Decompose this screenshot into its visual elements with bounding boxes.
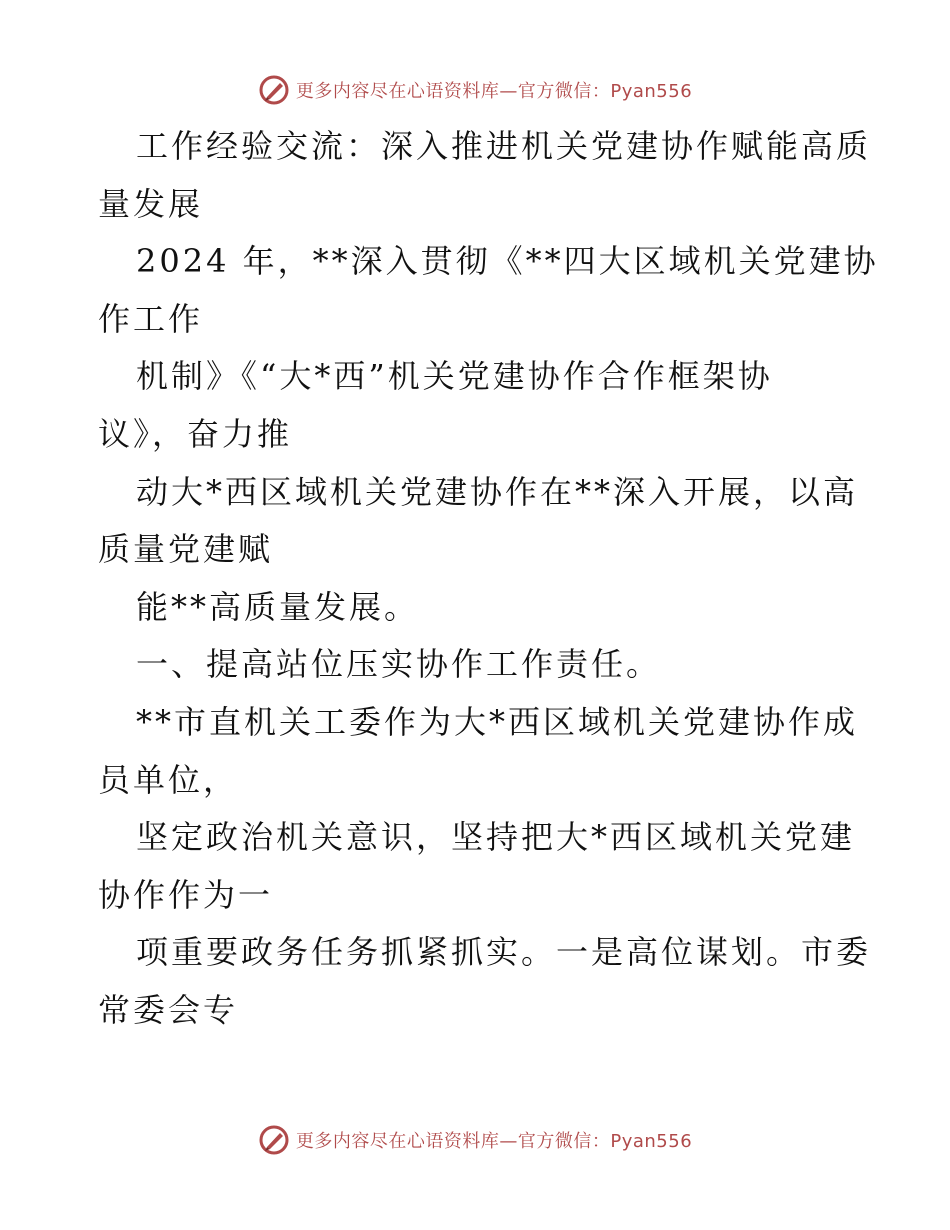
- text-line: 工作经验交流：深入推进机关党建协作赋能高质: [136, 127, 872, 165]
- text-line: 项重要政务任务抓紧抓实。一是高位谋划。市委: [136, 933, 872, 972]
- text-line: 议》，奋力推: [98, 414, 293, 453]
- text-line: 能**高质量发展。: [136, 587, 420, 626]
- text-line: **市直机关工委作为大*西区域机关党建协作成: [136, 702, 859, 741]
- text-line: 员单位，: [98, 760, 239, 799]
- header-watermark: [0, 70, 950, 110]
- text-line: 坚定政治机关意识，坚持把大*西区域机关党建: [136, 818, 856, 857]
- text-line: 2024 年，**深入贯彻《**四大区域机关党建协: [136, 242, 879, 281]
- document-body: [98, 118, 879, 1040]
- text-line: 动大*西区域机关党建协作在**深入开展，以高: [136, 472, 859, 511]
- text-line: 机制》《“大*西”机关党建协作合作框架协: [136, 357, 773, 396]
- watermark-text: 更多内容尽在心语资料库—官方微信：Pyan556: [295, 1131, 693, 1152]
- text-line: 协作作为一: [98, 875, 274, 914]
- pen-seal-icon: [258, 74, 290, 106]
- footer-watermark: [0, 1120, 950, 1160]
- watermark-text: 更多内容尽在心语资料库—官方微信：Pyan556: [295, 81, 693, 102]
- text-line: 量发展: [98, 184, 204, 223]
- text-line: 一、提高站位压实协作工作责任。: [136, 645, 662, 684]
- text-line: 质量党建赋: [98, 530, 274, 569]
- pen-seal-icon: [258, 1124, 290, 1156]
- text-line: 作工作: [98, 299, 204, 338]
- text-line: 常委会专: [98, 990, 239, 1029]
